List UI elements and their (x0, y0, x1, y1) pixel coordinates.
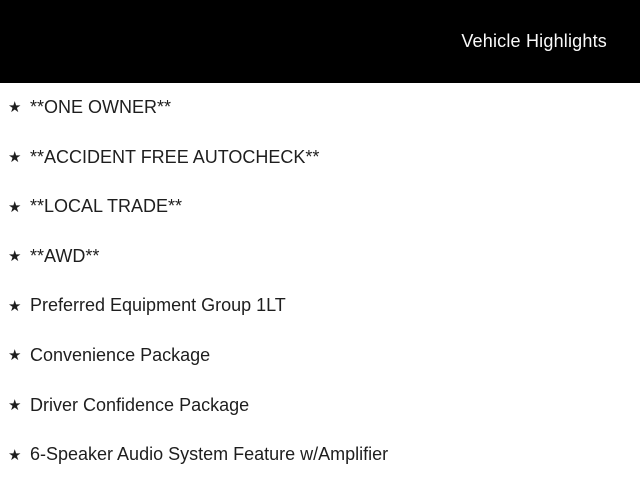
list-item (0, 182, 640, 232)
star-icon: ★ (8, 248, 22, 266)
star-icon: ★ (8, 446, 22, 464)
list-item (0, 430, 640, 480)
list-item (0, 83, 640, 133)
list-item-label: **LOCAL TRADE** (30, 196, 183, 217)
list-item-label: Preferred Equipment Group 1LT (30, 295, 286, 316)
star-icon: ★ (8, 397, 22, 415)
highlight-list (0, 83, 640, 480)
star-icon: ★ (8, 148, 22, 166)
list-item-label: **ACCIDENT FREE AUTOCHECK** (30, 146, 320, 167)
star-icon: ★ (8, 99, 22, 117)
list-item-label: Driver Confidence Package (30, 394, 250, 415)
star-icon: ★ (8, 347, 22, 365)
list-item-label: **AWD** (30, 245, 100, 266)
star-icon: ★ (8, 198, 22, 216)
list-item-label: 6-Speaker Audio System Feature w/Amplifier (30, 444, 389, 465)
list-item-label: **ONE OWNER** (30, 96, 172, 117)
list-item (0, 331, 640, 381)
list-item (0, 282, 640, 332)
list-item (0, 381, 640, 431)
header-bar (0, 0, 640, 83)
star-icon: ★ (8, 297, 22, 315)
list-item (0, 232, 640, 282)
list-item (0, 133, 640, 183)
page-title: Vehicle Highlights (461, 31, 607, 51)
list-item-label: Convenience Package (30, 345, 211, 366)
